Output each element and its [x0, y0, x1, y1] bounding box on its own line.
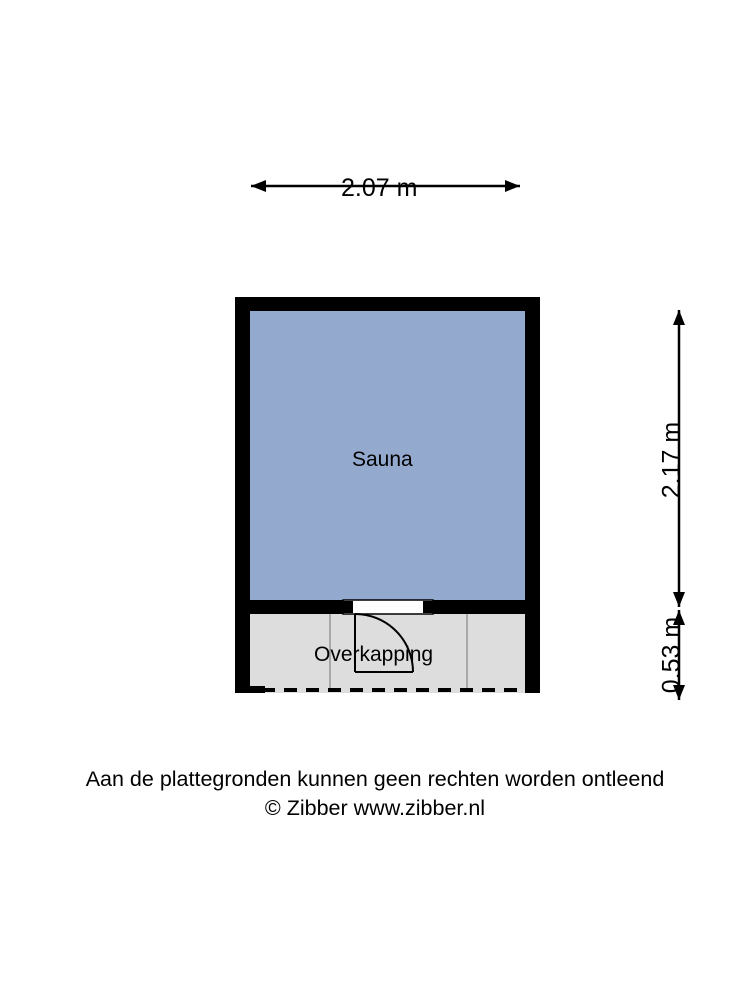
- dimension-label-height-right-upper: 2.17 m: [657, 421, 686, 499]
- footer-disclaimer: [0, 765, 750, 823]
- dimension-label-width-top: 2.07 m: [341, 174, 418, 202]
- room-label-overkapping: Overkapping: [314, 643, 434, 666]
- footer-line-1: Aan de plattegronden kunnen geen rechten worden ontleend: [85, 767, 665, 791]
- footer-line-2: © Zibber www.zibber.nl: [264, 796, 486, 820]
- dimension-label-height-right-lower: 0.53 m: [657, 616, 686, 694]
- room-label-sauna: Sauna: [352, 448, 413, 471]
